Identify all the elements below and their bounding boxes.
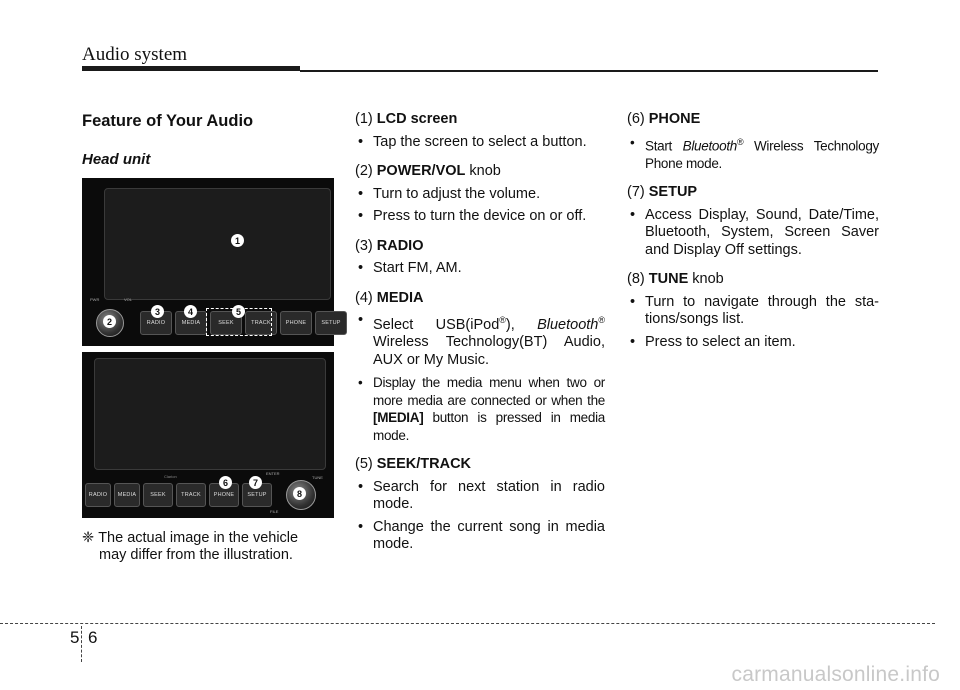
item-seek-bullet-1: • Search for next station in radio mode. [355,479,605,514]
item-seek-heading: (5) SEEK/TRACK [355,456,472,473]
item-power-heading: (2) POWER/VOL knob [355,163,501,179]
item-seek-bullet-2: • Change the current song in media mode. [355,519,605,554]
callout-5: 5 [232,305,245,318]
item-lcd-heading: (1) LCD screen [355,111,458,127]
item-power-bullet-1: • Turn to adjust the volume. [355,186,605,204]
phone-button: PHONE [280,311,312,335]
item-phone-heading: (6) PHONE [627,111,701,127]
pwr-label: PWR [90,297,100,302]
item-media-heading: (4) MEDIA [355,289,424,306]
callout-1: 1 [231,234,244,247]
phone-button-2: PHONE [209,483,239,507]
footer-dashed-rule [0,623,935,624]
item-media-bullet-1: • Select USB(iPod®), Bluetooth® Wireless Technology(BT) Audio, AUX or My Music. [355,312,605,369]
header-rule-thick [82,66,300,71]
item-tune-heading: (8) TUNE knob [627,271,724,287]
watermark: carmanualsonline.info [731,663,940,686]
callout-8: 8 [293,487,306,500]
media-button: MEDIA [175,311,207,335]
note-line-1: The actual image in the vehicle [98,530,299,546]
lcd-screen [104,188,331,300]
note-line-2: may differ from the illustration. [99,547,293,563]
item-setup-bullet-1: • Access Display, Sound, Date/Time, Bluetooth, System, Screen Saver and Display Off settings. [627,207,879,260]
callout-3: 3 [151,305,164,318]
lcd-screen-2 [94,358,326,470]
callout-4: 4 [184,305,197,318]
button-row-2 [85,483,272,507]
setup-button-2: SETUP [242,483,272,507]
enter-label: ENTER [266,471,280,476]
item-tune-bullet-2: • Press to select an item. [627,334,879,352]
callout-2: 2 [103,315,116,328]
setup-button: SETUP [315,311,347,335]
item-power-bullet-2: • Press to turn the device on or off. [355,208,605,226]
illustration-note [82,530,334,564]
callout-6: 6 [219,476,232,489]
page-header-title: Audio system [82,44,188,65]
note-symbol: ❈ [82,530,95,546]
file-label: FILE [270,509,279,514]
item-radio-bullet-1: • Start FM, AM. [355,260,605,278]
subsection-title: Head unit [82,151,151,168]
callout-7: 7 [249,476,262,489]
item-tune-bullet-1: • Turn to navigate through the sta- tions/songs list. [627,294,879,329]
track-button-2: TRACK [176,483,206,507]
feature-column-middle [355,111,605,554]
page-chapter-number: 5 [70,628,80,647]
media-button-2: MEDIA [114,483,140,507]
page-number: 6 [88,628,98,647]
item-phone-bullet-1: • Start Bluetooth® Wireless Technology Phone mode. [627,134,879,173]
tune-label: TUNE [312,475,323,480]
seek-button-2: SEEK [143,483,173,507]
seek-button: SEEK [210,311,242,335]
vol-label: VOL [124,297,133,302]
radio-button-2: RADIO [85,483,111,507]
track-button: TRACK [245,311,277,335]
head-unit-image-1 [82,178,341,346]
brand-label: Clarion [164,474,177,479]
item-lcd-bullet-1: • Tap the screen to select a button. [355,134,605,152]
footer-vertical-rule [81,626,82,662]
item-setup-heading: (7) SETUP [627,184,698,200]
head-unit-image-2 [82,352,334,518]
section-title: Feature of Your Audio [82,112,254,130]
radio-button: RADIO [140,311,172,335]
header-rule-thin [300,70,878,72]
item-radio-heading: (3) RADIO [355,237,424,254]
item-media-bullet-2: • Display the media menu when two or more media are connected or when the [MEDIA] button is pressed in media mode. [355,374,605,444]
feature-column-right [627,111,879,351]
